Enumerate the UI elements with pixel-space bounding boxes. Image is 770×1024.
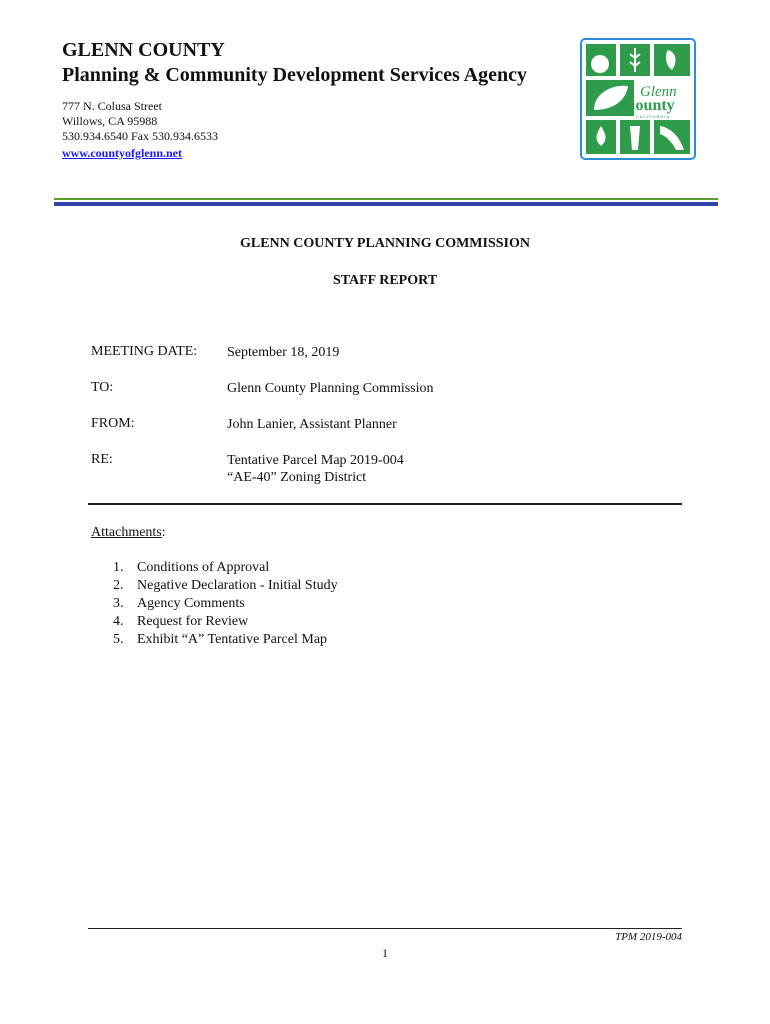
to-label: TO:: [91, 380, 114, 395]
re-label: RE:: [91, 452, 113, 467]
re-value-line1: Tentative Parcel Map 2019-004: [227, 453, 404, 468]
to-value: Glenn County Planning Commission: [227, 381, 434, 396]
list-item-text: Agency Comments: [137, 596, 245, 611]
from-label: FROM:: [91, 416, 135, 431]
list-item-text: Conditions of Approval: [137, 560, 270, 575]
meeting-date-value: September 18, 2019: [227, 345, 340, 360]
glenn-county-logo: [580, 38, 696, 160]
address-city: Willows, CA 95988: [62, 114, 158, 128]
logo-word-california: CALIFORNIA: [636, 114, 671, 119]
attachments-heading-colon: :: [161, 525, 166, 540]
attachments-heading: [91, 525, 166, 541]
footer-reference: TPM 2019-004: [615, 931, 682, 943]
list-item-number: 4.: [113, 614, 124, 629]
list-item: [113, 595, 338, 613]
address-street: 777 N. Colusa Street: [62, 99, 162, 113]
from-value: John Lanier, Assistant Planner: [227, 417, 397, 432]
attachments-heading-text: Attachments: [91, 525, 162, 540]
section-divider: [88, 503, 682, 505]
header-rule-green: [54, 198, 718, 200]
attachments-list: [113, 559, 338, 649]
phone-fax: 530.934.6540 Fax 530.934.6533: [62, 129, 218, 143]
list-item-text: Negative Declaration - Initial Study: [137, 578, 338, 593]
header-rule-blue: [54, 202, 718, 206]
list-item-number: 2.: [113, 578, 124, 593]
logo-word-county: County: [624, 97, 675, 114]
list-item-number: 1.: [113, 560, 124, 575]
meeting-date-label: MEETING DATE:: [91, 344, 198, 359]
list-item-text: Request for Review: [137, 614, 249, 629]
list-item-number: 5.: [113, 632, 124, 647]
list-item: [113, 559, 338, 577]
logo-word-glenn: Glenn: [640, 84, 677, 100]
list-item-number: 3.: [113, 596, 124, 611]
commission-heading: GLENN COUNTY PLANNING COMMISSION: [239, 236, 530, 251]
list-item: [113, 631, 338, 649]
agency-subtitle: Planning & Community Development Services Agency: [62, 64, 527, 86]
list-item-text: Exhibit “A” Tentative Parcel Map: [137, 632, 328, 647]
list-item: [113, 577, 338, 595]
re-value-line2: “AE-40” Zoning District: [227, 470, 367, 485]
agency-name: GLENN COUNTY: [62, 39, 225, 61]
report-title: STAFF REPORT: [332, 273, 438, 288]
page-number: 1: [382, 946, 388, 960]
list-item: [113, 613, 338, 631]
footer-rule: [88, 928, 682, 929]
website-link[interactable]: www.countyofglenn.net: [62, 146, 183, 160]
